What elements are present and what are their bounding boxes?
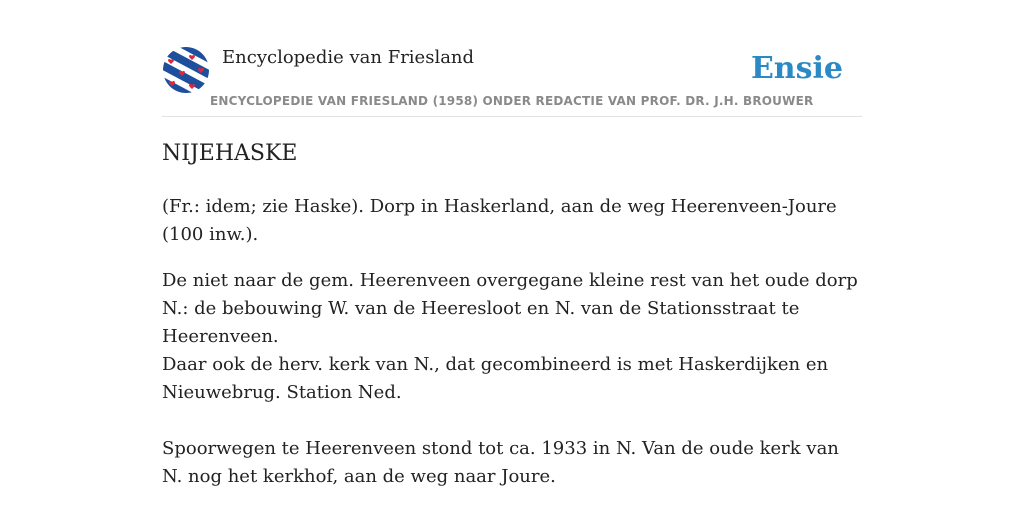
site-title-link[interactable]: Encyclopedie van Friesland [222, 47, 475, 68]
article-paragraph: Spoorwegen te Heerenveen stond tot ca. 1933 in N. Van de oude kerk van N. nog het kerkhof, aan de weg naar Joure. [162, 438, 839, 487]
article-paragraph: De niet naar de gem. Heerenveen overgegane kleine rest van het oude dorp N.: de bebouwing W. van de Heeresloot en N. van de Stationsstraat te Heerenveen. [162, 270, 858, 347]
article-paragraph: Daar ook de herv. kerk van N., dat gecombineerd is met Haskerdijken en Nieuwebrug. Station Ned. [162, 354, 829, 403]
source-subtitle: ENCYCLOPEDIE VAN FRIESLAND (1958) ONDER REDACTIE VAN PROF. DR. J.H. BROUWER [210, 94, 814, 108]
frisian-flag-logo-icon[interactable] [162, 47, 210, 93]
page [162, 0, 862, 487]
article-paragraph: (Fr.: idem; zie Haske). Dorp in Haskerland, aan de weg Heerenveen-Joure (100 inw.). [162, 196, 837, 245]
ensie-brand-link[interactable]: Ensie [750, 51, 843, 86]
header [162, 0, 862, 117]
page-title: NIJEHASKE [162, 141, 298, 166]
